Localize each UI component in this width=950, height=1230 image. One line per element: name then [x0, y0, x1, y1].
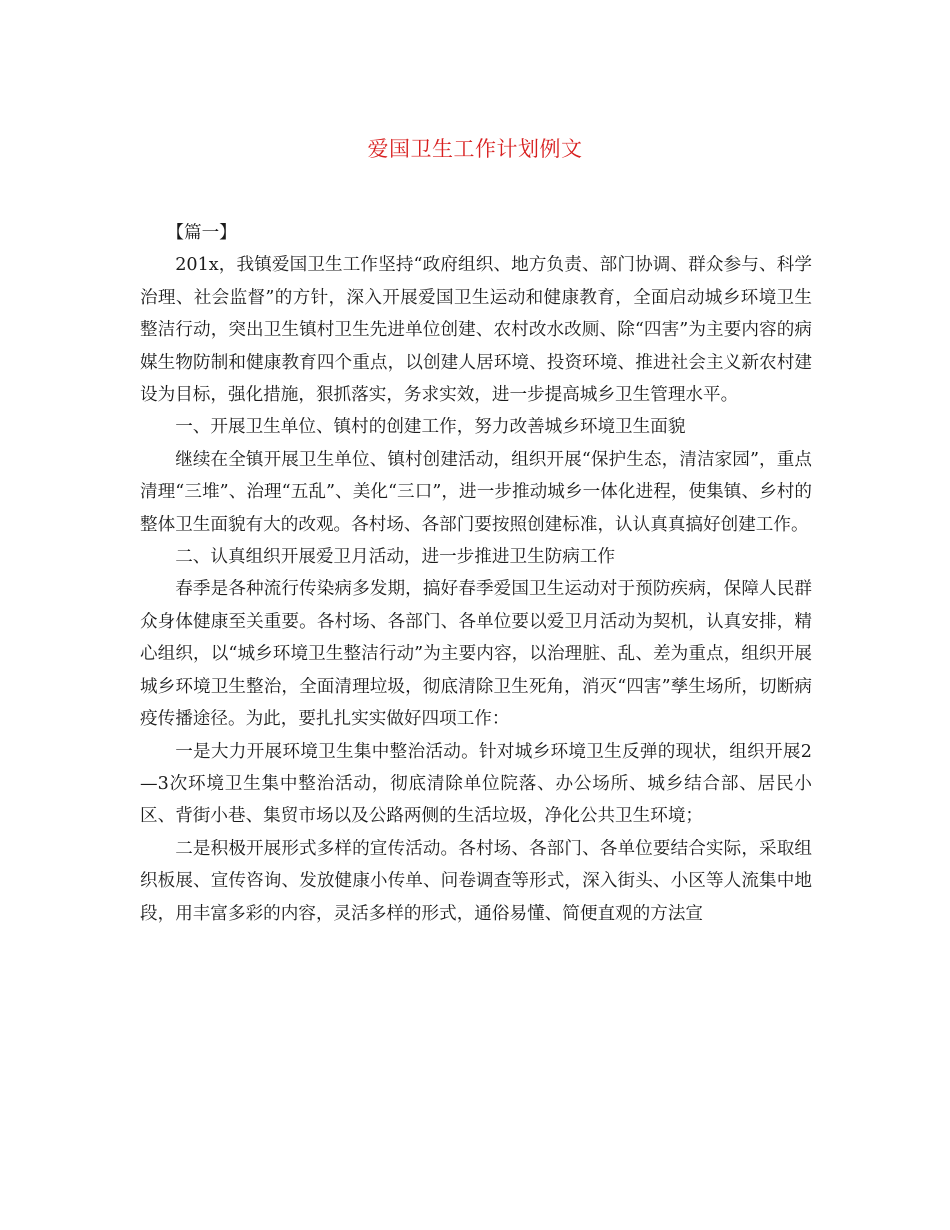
paragraph-section-2: 春季是各种流行传染病多发期，搞好春季爱国卫生运动对于预防疾病，保障人民群众身体健康至关重要。各村场、各部门、各单位要以爱卫月活动为契机，认真安排，精心组织，以“城乡环境卫生整洁行动”为主要内容，以治理脏、乱、差为重点，组织开展城乡环境卫生整治，全面清理垃圾，彻底清除卫生死角，消灭“四害”孳生场所，切断病疫传播途径。为此，要扎扎实实做好四项工作：	[140, 579, 812, 730]
heading-section-1: 一、开展卫生单位、镇村的创建工作，努力改善城乡环境卫生面貌	[175, 417, 686, 438]
paragraph-intro: 201x，我镇爱国卫生工作坚持“政府组织、地方负责、部门协调、群众参与、科学治理、社会监督”的方针，深入开展爱国卫生运动和健康教育，全面启动城乡环境卫生整洁行动，突出卫生镇村卫生先进单位创建、农村改水改厕、除“四害”为主要内容的病媒生物防制和健康教育四个重点，以创建人居环境、投资环境、推进社会主义新农村建设为目标，强化措施，狠抓落实，务求实效，进一步提高城乡卫生管理水平。	[140, 255, 812, 406]
section-label: 【篇一】	[166, 223, 237, 243]
paragraph-section-1: 继续在全镇开展卫生单位、镇村创建活动，组织开展“保护生态，清洁家园”，重点清理“三堆”、治理“五乱”、美化“三口”，进一步推动城乡一体化进程，使集镇、乡村的整体卫生面貌有大的改观。各村场、各部门要按照创建标准，认认真真搞好创建工作。	[140, 449, 812, 535]
heading-section-2: 二、认真组织开展爱卫月活动，进一步推进卫生防病工作	[175, 547, 616, 568]
paragraph-task-2: 二是积极开展形式多样的宣传活动。各村场、各部门、各单位要结合实际，采取组织板展、宣传咨询、发放健康小传单、问卷调查等形式，深入街头、小区等人流集中地段，用丰富多彩的内容，灵活多样的形式，通俗易懂、简便直观的方法宣	[140, 838, 812, 924]
document-body	[140, 217, 812, 930]
paragraph-task-1: 一是大力开展环境卫生集中整治活动。针对城乡环境卫生反弹的现状，组织开展2—3次环境卫生集中整治活动，彻底清除单位院落、办公场所、城乡结合部、居民小区、背街小巷、集贸市场以及公路两侧的生活垃圾，净化公共卫生环境；	[140, 741, 812, 827]
document-title: 爱国卫生工作计划例文	[367, 137, 583, 161]
